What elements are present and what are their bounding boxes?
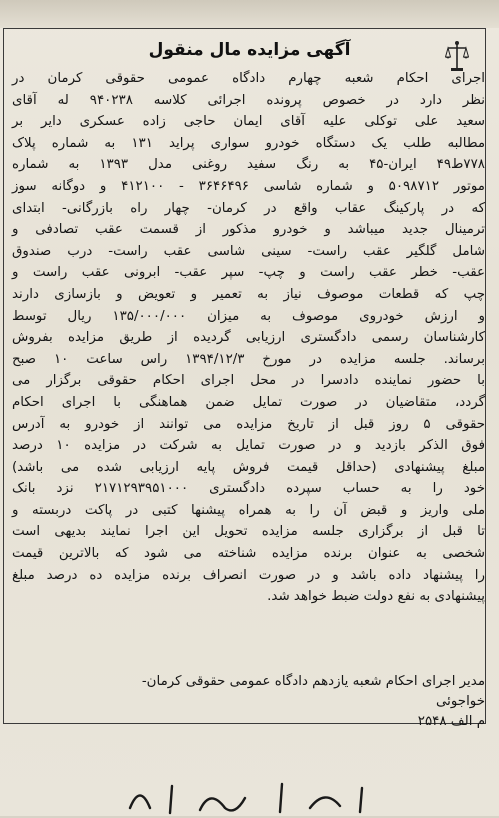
notice-line: سعید علی توکلی علیه آقای ایمان حاجی زاده عسکری دایر بر (12, 114, 485, 130)
notice-line: را پیشنهاد داده باشد و در صورت انصراف برنده مزایده ده درصد مبلغ (12, 567, 485, 583)
notice-line: که در پارکینگ عقاب واقع در کرمان- چهار راه بازرگانی- ابتدای (12, 200, 485, 216)
notice-title: آگهی مزایده مال منقول (148, 40, 351, 60)
notice-line: موتور ۵۰۹۸۷۱۲ و شماره شاسی ۳۶۴۶۴۹۶ - ۴۱۲۱۰۰ و دوگانه سوز (12, 178, 485, 194)
notice-line: چپ که قطعات موصوف نیاز به تعمیر و تعویض و بازسازی دارند (12, 286, 485, 302)
notice-line: ملی واریز و قبض آن را به همراه پیشنها کتبی در پاکت دربسته و (12, 502, 485, 518)
notice-line: ترمینال جدید میباشد و خودرو مذکور از قسمت عقب تصادفی و (12, 222, 485, 238)
handwritten-mark-icon (110, 778, 390, 818)
notice-line: ۷۷۸ط۴۹ ایران-۴۵ به رنگ سفید روغنی مدل ۱۳۹۳ به شماره (12, 157, 485, 173)
notice-line: عقب- خطر عقب راست و چپ- سپر عقب- ابرونی عقب راست و (12, 265, 485, 281)
notice-line: اجرای احکام شعبه چهارم دادگاه عمومی حقوقی کرمان در (12, 71, 485, 86)
notice-line: خود را به حساب سپرده دادگستری ۲۱۷۱۲۹۳۹۵۱۰۰۰ نزد بانک (12, 481, 485, 497)
notice-line: با حضور نماینده دادسرا در محل اجرای احکام حقوقی برگزار می (12, 373, 485, 389)
notice-line: گردد، متقاضیان در صورت تمایل ضمن هماهنگی با اجرای احکام (12, 394, 485, 410)
notice-line: حقوقی ۵ روز قبل از تاریخ مزایده می توانند از خودرو به آدرس (12, 416, 485, 432)
notice-line: شخصی به عنوان برنده مزایده شناخته می شود که بالاترین قیمت (12, 546, 485, 562)
scan-shadow (0, 0, 499, 28)
notice-line: مطالبه طلب یک دستگاه خودرو سواری پراید ۱۳۱ به شماره پلاک (12, 135, 485, 151)
notice-line: فوق الذکر بازدید و در صورت تمایل به شرکت در مزایده ۱۰ درصد (12, 438, 485, 454)
notice-line: نظر دارد در خصوص پرونده اجرائی کلاسه ۹۴۰۲۳۸ له آقای (12, 92, 485, 108)
notice-line: و ارزش خودروی موصوف به میزان ۱۳۵/۰۰۰/۰۰۰ ریال توسط (12, 308, 485, 324)
notice-footer (15, 672, 485, 732)
notice-line: برساند. جلسه مزایده در مورخ ۱۳۹۴/۱۲/۳ راس ساعت ۱۰ صبح (12, 351, 486, 367)
notice-line: پیشنهادی به نفع دولت ضبط خواهد شد. (267, 589, 485, 605)
notice-line: تا قبل از برگزاری جلسه مزایده تحویل این اجرا نمایند بدیهی است (12, 524, 485, 540)
notice-body (12, 68, 485, 608)
signer-name: خواجوئی (436, 694, 485, 709)
notice-line: مبلغ پیشنهادی (حداقل قیمت فروش پایه ارزیابی شده می باشد) (12, 459, 485, 475)
signature-line: مدیر اجرای احکام شعبه یازدهم دادگاه عمومی حقوقی کرمان- (141, 674, 485, 689)
notice-line: شامل گلگیر عقب راست- سینی شاسی عقب راست- درب صندوق (12, 243, 485, 259)
reference-number: م الف ۲۵۴۸ (417, 714, 485, 729)
notice-line: کارشناسان رسمی دادگستری ارزیابی گردیده از طریق مزایده بفروش (12, 330, 485, 346)
